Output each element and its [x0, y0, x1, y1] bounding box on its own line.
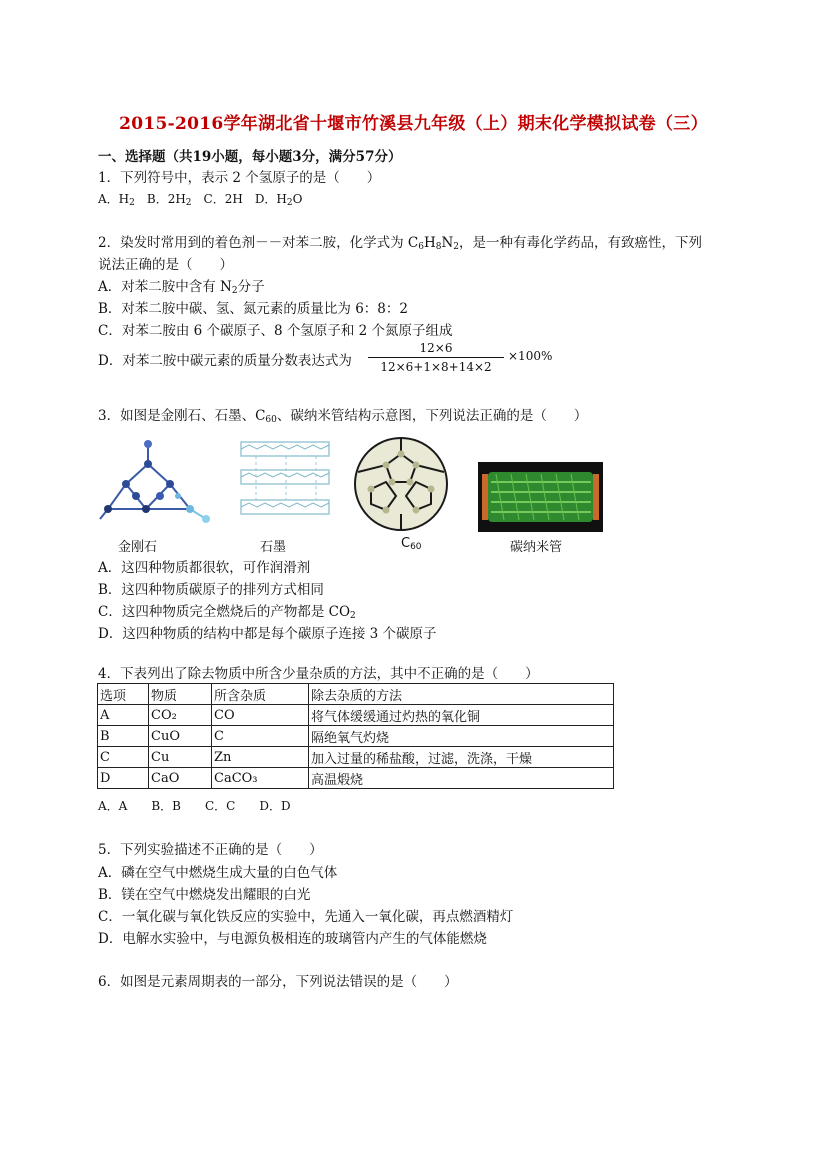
c60-structure-image	[355, 438, 447, 530]
q6-stem: 6．如图是元素周期表的一部分，下列说法错误的是（ ）	[98, 974, 458, 990]
q2-option-c: C．对苯二胺由 6 个碳原子、8 个氢原子和 2 个氮原子组成	[98, 323, 453, 339]
table-cell: 加入过量的稀盐酸，过滤，洗涤，干燥	[309, 747, 614, 768]
table-cell: CO₂	[149, 705, 212, 726]
q2-option-d: D．对苯二胺中碳元素的质量分数表达式为	[98, 353, 352, 369]
table-header-cell: 物质	[149, 684, 212, 705]
q5-option-d: D．电解水实验中，与电源负极相连的玻璃管内产生的气体能燃烧	[98, 931, 487, 947]
q2-stem: 2．染发时常用到的着色剂－－对苯二胺，化学式为 $C_6H_8N_2$，是一种有毒化学药品，有致癌性，下列	[98, 235, 703, 252]
table-cell: C	[212, 726, 309, 747]
table-cell: 将气体缓缓通过灼热的氧化铜	[309, 705, 614, 726]
q3-option-b: B．这四种物质碳原子的排列方式相同	[98, 582, 324, 598]
diamond-structure-image	[100, 440, 210, 523]
label-nanotube: 碳纳米管	[510, 540, 563, 555]
q3-option-a: A．这四种物质都很软，可作润滑剂	[98, 560, 311, 576]
table-cell: Cu	[149, 747, 212, 768]
fraction-denominator: 12×6+1×8+14×2	[380, 360, 492, 374]
table-cell: B	[98, 726, 149, 747]
label-diamond: 金刚石	[118, 540, 158, 555]
table-cell: 高温煅烧	[309, 768, 614, 789]
impurity-table	[97, 683, 614, 789]
carbon-structures-figure	[96, 424, 616, 554]
q5-option-c: C．一氧化碳与氧化铁反应的实验中，先通入一氧化碳，再点燃酒精灯	[98, 909, 514, 925]
q3-option-c: C．这四种物质完全燃烧后的产物都是 $CO_2$	[98, 604, 356, 621]
table-row	[98, 768, 614, 789]
table-cell: CaO	[149, 768, 212, 789]
table-cell: D	[98, 768, 149, 789]
q5-option-a: A．磷在空气中燃烧生成大量的白色气体	[98, 865, 338, 881]
table-row	[98, 705, 614, 726]
table-header-cell: 除去杂质的方法	[309, 684, 614, 705]
table-header-cell: 选项	[98, 684, 149, 705]
label-c60: $C_{60}$	[401, 536, 422, 552]
table-cell: CaCO₃	[212, 768, 309, 789]
table-header-row	[98, 684, 614, 705]
q3-option-d: D．这四种物质的结构中都是每个碳原子连接 3 个碳原子	[98, 626, 437, 642]
graphite-structure-image	[241, 442, 329, 514]
percent-factor: ×100%	[508, 349, 553, 363]
label-graphite: 石墨	[260, 540, 287, 555]
q4-options: A．A B．B C．C D．D	[98, 799, 291, 813]
q4-stem: 4．下表列出了除去物质中所含少量杂质的方法，其中不正确的是（ ）	[98, 666, 539, 682]
table-cell: A	[98, 705, 149, 726]
nanotube-structure-image	[478, 462, 603, 532]
fraction-bar	[368, 357, 504, 358]
table-cell: 隔绝氧气灼烧	[309, 726, 614, 747]
q2-option-a: A．对苯二胺中含有 $N_2$分子	[98, 279, 265, 296]
table-cell: Zn	[212, 747, 309, 768]
q2-option-b: B．对苯二胺中碳、氢、氮元素的质量比为 6：8：2	[98, 301, 408, 317]
table-cell: C	[98, 747, 149, 768]
section-heading: 一、选择题（共19小题，每小题3分，满分57分）	[98, 149, 402, 165]
mass-fraction-formula	[368, 340, 504, 375]
table-row	[98, 747, 614, 768]
table-header-cell: 所含杂质	[212, 684, 309, 705]
q1-stem: 1．下列符号中，表示 2 个氢原子的是（ ）	[98, 170, 381, 186]
q5-option-b: B．镁在空气中燃烧发出耀眼的白光	[98, 887, 311, 903]
fraction-numerator: 12×6	[419, 341, 453, 355]
table-row	[98, 726, 614, 747]
q2-stem-cont: 说法正确的是（ ）	[98, 257, 233, 273]
table-cell: CO	[212, 705, 309, 726]
q5-stem: 5．下列实验描述不正确的是（ ）	[98, 842, 323, 858]
q3-stem: 3．如图是金刚石、石墨、$C_{60}$、碳纳米管结构示意图，下列说法正确的是（ ）	[98, 408, 588, 425]
table-cell: CuO	[149, 726, 212, 747]
q1-options: A．$H_2$ B．$2H_2$ C．2H D．$H_2O$	[98, 192, 303, 208]
exam-title: 2015-2016学年湖北省十堰市竹溪县九年级（上）期末化学模拟试卷（三）	[119, 114, 708, 134]
